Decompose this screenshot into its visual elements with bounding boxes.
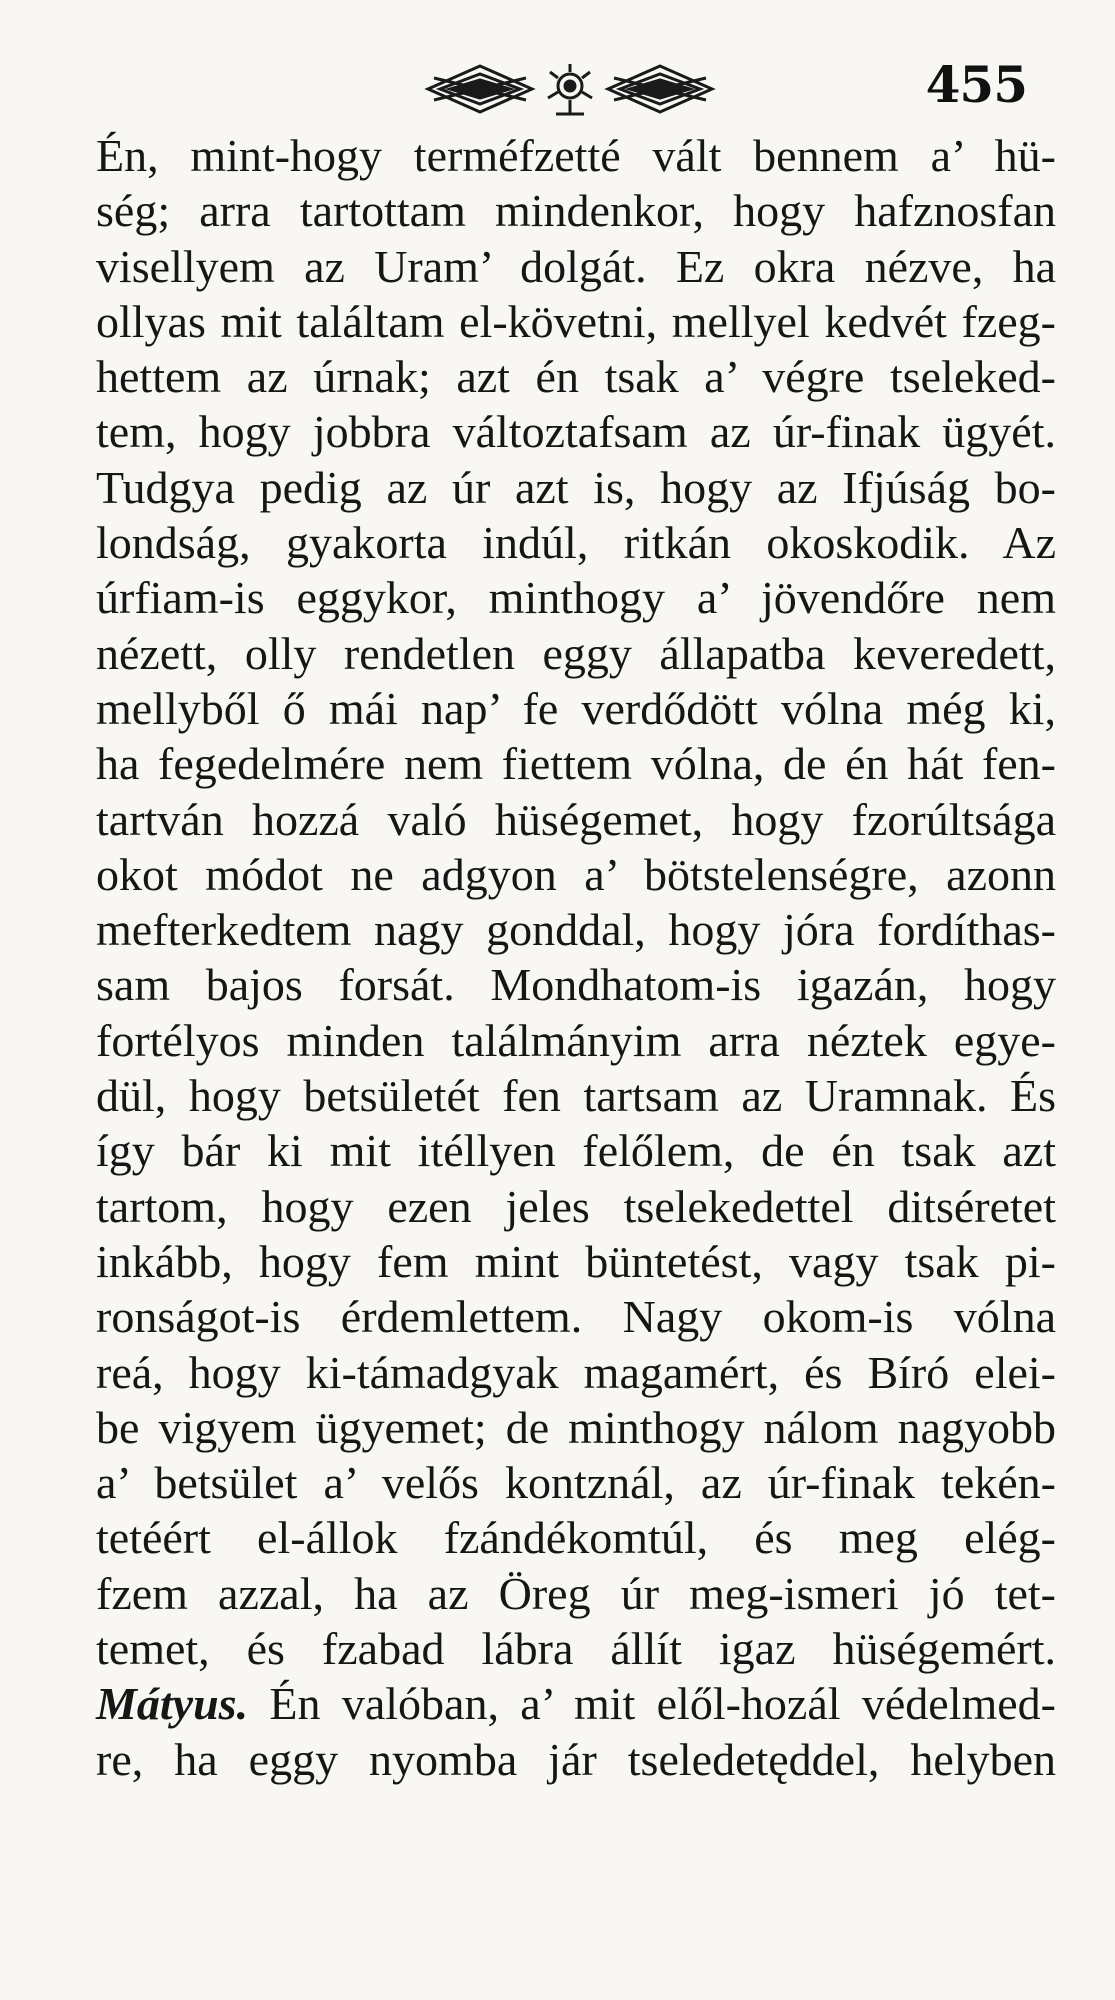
text-line: ronságot-is érdemlettem. Nagy okom-is vólna	[96, 1291, 1056, 1343]
text-line: így bár ki mit itéllyen felőlem, de én tsak azt	[96, 1125, 1056, 1177]
page-number: 455	[925, 55, 1027, 114]
text-line: dül, hogy betsületét fen tartsam az Uramnak. És	[96, 1070, 1056, 1122]
text-line: tem, hogy jobbra változtafsam az úr-finak ügyét.	[96, 406, 1056, 458]
text-line	[96, 1676, 1056, 1731]
text-line: a’ betsület a’ velős kontznál, az úr-finak tekén-	[96, 1457, 1056, 1509]
text-line: nézett, olly rendetlen eggy állapatba keveredett,	[96, 627, 1056, 679]
text-line: be vigyem ügyemet; de minthogy nálom nagyobb	[96, 1401, 1056, 1453]
text-line: inkább, hogy fem mint büntetést, vagy tsak pi-	[96, 1235, 1056, 1287]
text-line: mefterkedtem nagy gonddal, hogy jóra fordíthas-	[96, 904, 1056, 956]
text-line: fzem azzal, ha az Öreg úr meg-ismeri jó tet-	[96, 1567, 1056, 1619]
page-header	[0, 55, 1115, 128]
text-line: londság, gyakorta indúl, ritkán okoskodik. Az	[96, 517, 1056, 569]
text-line: visellyem az Uram’ dolgát. Ez okra nézve, ha	[96, 240, 1056, 292]
speaker-name: Mátyus.	[96, 1678, 249, 1730]
text-line: temet, és fzabad lábra állít igaz hüségemért.	[96, 1623, 1056, 1675]
text-line: tetéért el-állok fzándékomtúl, és meg elég-	[96, 1512, 1056, 1564]
text-line: sam bajos forsát. Mondhatom-is igazán, hogy	[96, 959, 1056, 1011]
text-line: tartván hozzá való hüségemet, hogy fzorúltsága	[96, 793, 1056, 845]
text-line: Én, mint-hogy terméfzetté vált bennem a’ hü-	[96, 130, 1056, 181]
speech-text: Én valóban, a’ mit elől-hozál védelmed-	[248, 1678, 1056, 1730]
text-line: ollyas mit találtam el-követni, mellyel kedvét fzeg-	[96, 295, 1056, 347]
text-line: ség; arra tartottam mindenkor, hogy hafznosfan	[96, 185, 1056, 237]
text-line: tartom, hogy ezen jeles tselekedettel ditséretet	[96, 1180, 1056, 1232]
body-text	[96, 128, 1056, 1787]
text-line: reá, hogy ki-támadgyak magamért, és Bíró elei-	[96, 1346, 1056, 1398]
decorative-vignette-icon	[420, 58, 720, 120]
text-line: re, ha eggy nyomba jár tseledetęddel, helyben	[96, 1733, 1056, 1785]
text-line: mellyből ő mái nap’ fe verdődött vólna még ki,	[96, 682, 1056, 734]
text-line: úrfiam-is eggykor, minthogy a’ jövendőre nem	[96, 572, 1056, 624]
text-line: okot módot ne adgyon a’ bötstelenségre, azonn	[96, 848, 1056, 900]
text-line: hettem az úrnak; azt én tsak a’ végre tseleked-	[96, 351, 1056, 403]
text-line: ha fegedelmére nem fiettem vólna, de én hát fen-	[96, 738, 1056, 790]
text-line: Tudgya pedig az úr azt is, hogy az Ifjúság bo-	[96, 461, 1056, 513]
text-line: fortélyos minden találmányim arra néztek egye-	[96, 1014, 1056, 1066]
